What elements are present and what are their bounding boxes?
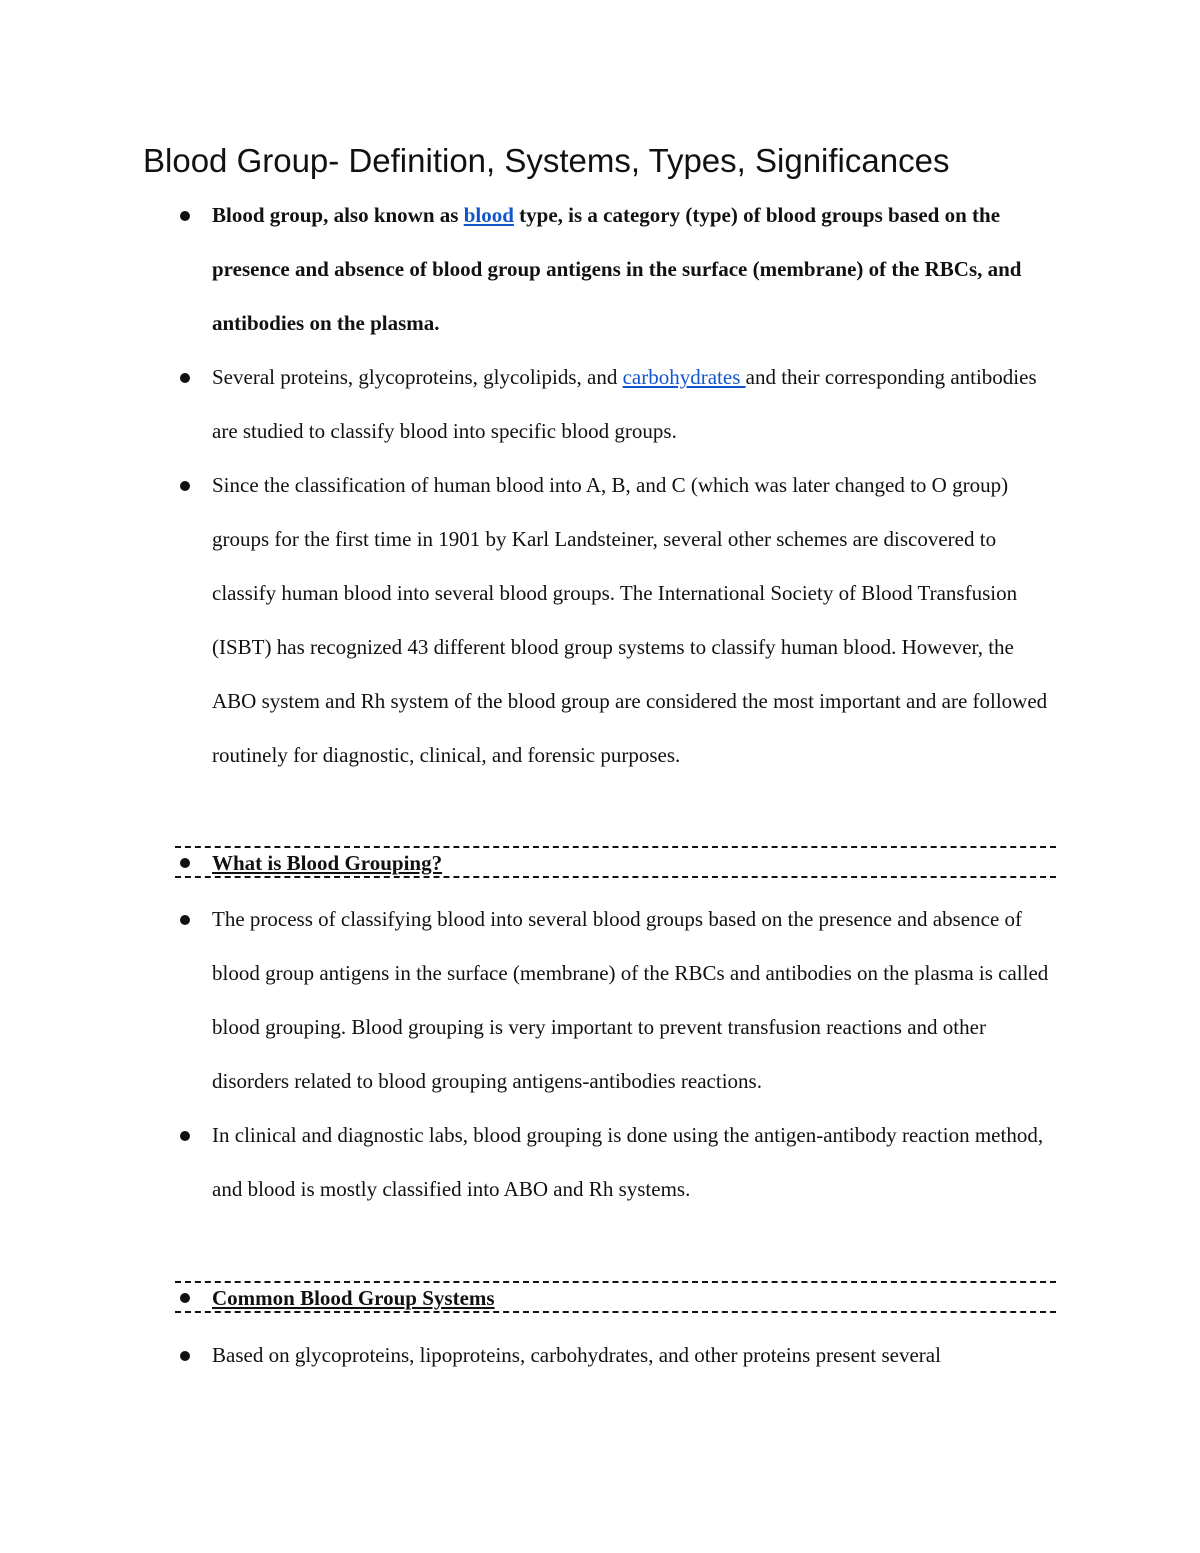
intro-p2-after: and their corresponding antibodies are studied to classify blood into specific blood groups.	[212, 365, 1037, 443]
blood-link[interactable]: blood	[463, 203, 514, 227]
list-item	[0, 188, 1060, 350]
list-item	[0, 1108, 1060, 1216]
bullet-icon	[180, 915, 190, 925]
page-title: Blood Group- Definition, Systems, Types, Significances	[143, 142, 950, 179]
list-item	[0, 1328, 1060, 1382]
list-item	[0, 892, 1060, 1108]
intro-p3: Since the classification of human blood into A, B, and C (which was later changed to O group) groups for the first time in 1901 by Karl Landsteiner, several other schemes are discovered to classify human blood into several blood groups. The International Society of Blood Transfusion (ISBT) has recognized 43 different blood group systems to classify human blood. However, the ABO system and Rh system of the blood group are considered the most important and are followed routinely for diagnostic, clinical, and forensic purposes.	[212, 473, 1048, 767]
list-item	[0, 350, 1060, 458]
section2-list	[0, 1328, 1200, 1382]
bullet-icon	[180, 1351, 190, 1361]
bullet-icon	[180, 858, 190, 868]
section-divider	[175, 846, 1056, 848]
intro-p1-after: type, is a category (type) of blood groups based on the presence and absence of blood group antigens in the surface (membrane) of the RBCs, and antibodies on the plasma.	[212, 203, 1022, 335]
section-heading-text: Common Blood Group Systems	[212, 1286, 495, 1310]
section-heading-common-systems	[175, 1285, 1056, 1313]
section-divider	[175, 1281, 1056, 1283]
bullet-icon	[180, 1131, 190, 1141]
section-heading-text: What is Blood Grouping?	[212, 851, 443, 875]
carbohydrates-link[interactable]: carbohydrates	[622, 365, 746, 389]
section-divider	[175, 1311, 1056, 1313]
section1-list	[0, 892, 1200, 1216]
section-heading-blood-grouping	[175, 850, 1056, 878]
bullet-icon	[180, 211, 190, 221]
section2-p1: Based on glycoproteins, lipoproteins, carbohydrates, and other proteins present several	[212, 1343, 941, 1367]
bullet-icon	[180, 481, 190, 491]
section1-p2: In clinical and diagnostic labs, blood grouping is done using the antigen-antibody reaction method, and blood is mostly classified into ABO and Rh systems.	[212, 1123, 1044, 1201]
intro-p2-before: Several proteins, glycoproteins, glycolipids, and	[212, 365, 623, 389]
intro-list	[0, 188, 1200, 782]
list-item	[0, 458, 1060, 782]
section-divider	[175, 876, 1056, 878]
intro-p1-before: Blood group, also known as	[212, 203, 464, 227]
bullet-icon	[180, 1293, 190, 1303]
section1-p1: The process of classifying blood into several blood groups based on the presence and absence of blood group antigens in the surface (membrane) of the RBCs and antibodies on the plasma is called blood grouping. Blood grouping is very important to prevent transfusion reactions and other disorders related to blood grouping antigens-antibodies reactions.	[212, 907, 1049, 1093]
bullet-icon	[180, 373, 190, 383]
